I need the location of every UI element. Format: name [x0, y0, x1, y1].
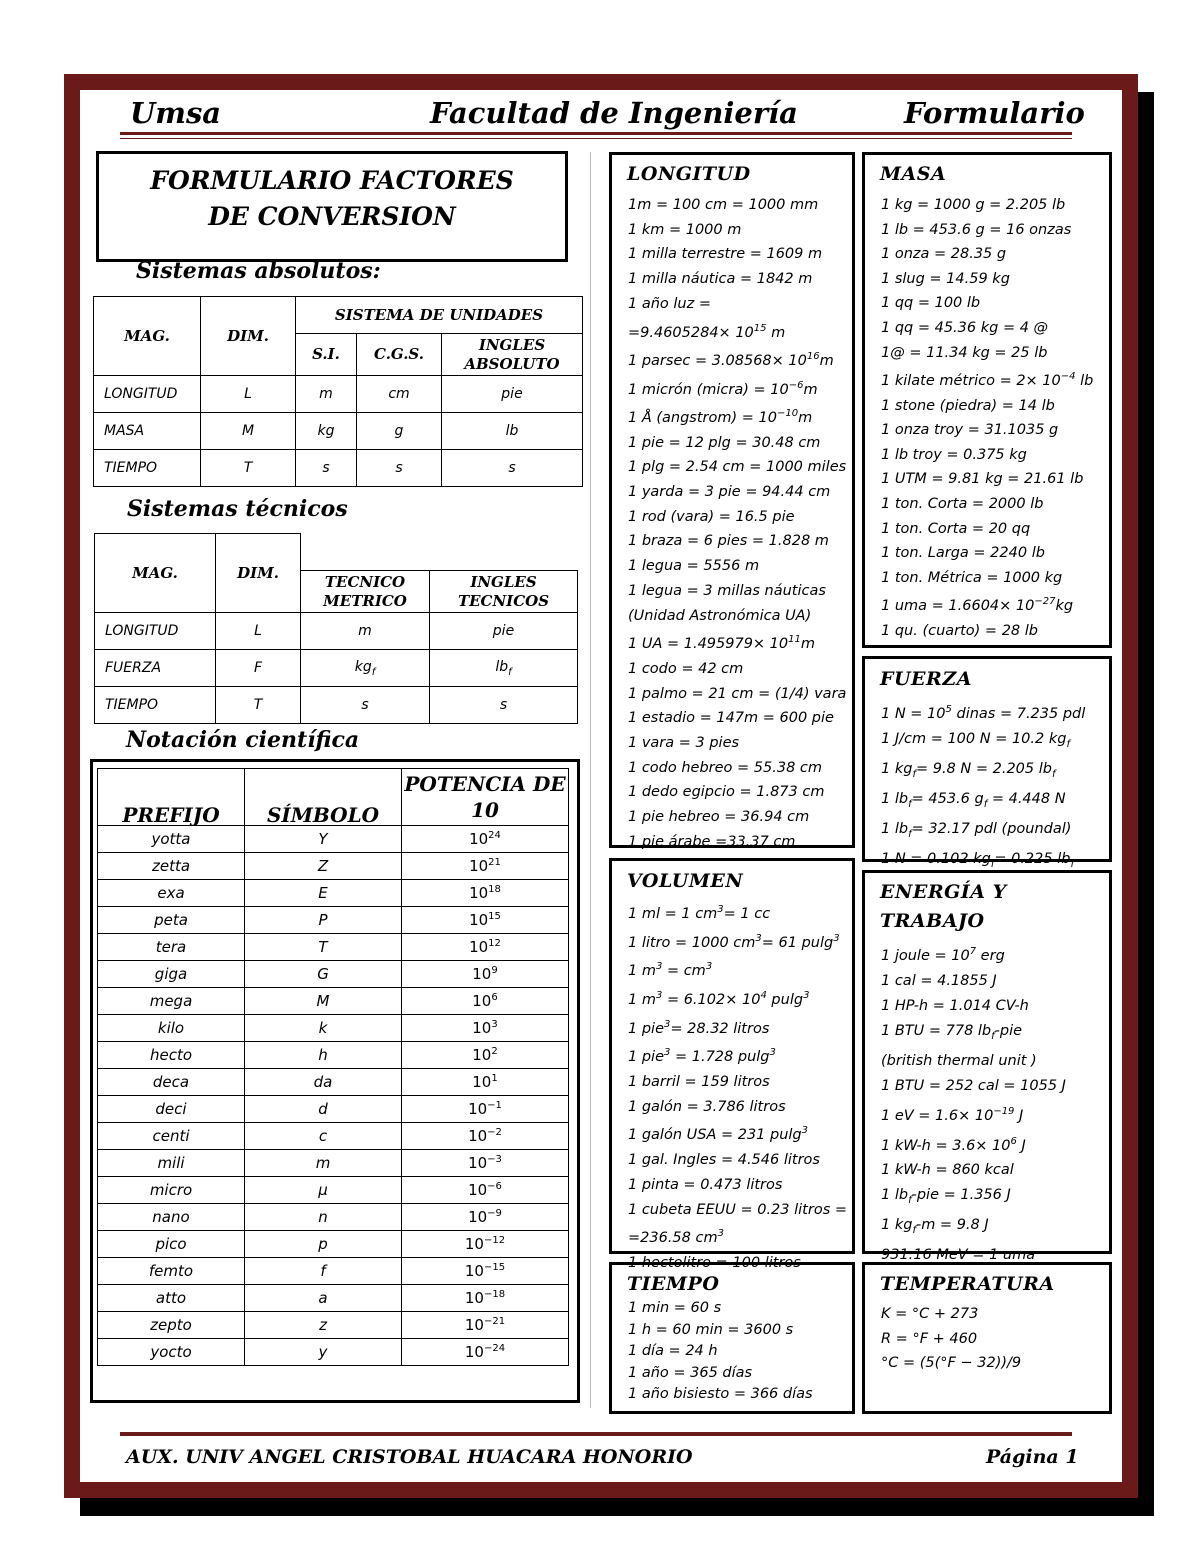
not-cell-potencia: $10^{-2}$ — [402, 1123, 569, 1150]
not-cell-potencia: $10^{-15}$ — [402, 1258, 569, 1285]
not-cell-potencia: $10^{-18}$ — [402, 1285, 569, 1312]
table-row — [98, 961, 569, 988]
footer-rule — [120, 1432, 1072, 1436]
temperatura-title: TEMPERATURA — [880, 1273, 1055, 1295]
not-cell-prefijo: deci — [98, 1096, 245, 1123]
fuerza-line: 1 $lb_f= 453.6$ $g_f = 4.448$ N — [881, 791, 1066, 811]
abs-cell-dim: L — [201, 376, 296, 413]
abs-cell-si: s — [296, 450, 357, 487]
not-cell-potencia: $10^{15}$ — [402, 907, 569, 934]
masa-line: 1 ton. Corta = 20 qq — [881, 520, 1031, 537]
table-row — [98, 1258, 569, 1285]
not-col-prefijo: PREFIJO — [98, 769, 245, 826]
header-rule — [120, 132, 1072, 135]
table-row — [94, 450, 583, 487]
not-cell-simbolo: P — [245, 907, 402, 934]
tec-cell-dim: F — [216, 650, 301, 687]
longitud-title: LONGITUD — [627, 163, 751, 185]
masa-line: 1 onza troy = 31.1035 g — [881, 422, 1059, 439]
volumen-line: =236.58 $cm^3$ — [628, 1228, 724, 1247]
longitud-line: 1 plg = 2.54 cm = 1000 miles — [628, 459, 847, 476]
energia-line: 1 BTU = 778 $lb_f$-pie — [881, 1022, 1023, 1042]
table-row — [98, 907, 569, 934]
energia-title-2: TRABAJO — [880, 910, 985, 932]
abs-col-si: S.I. — [296, 334, 357, 376]
energia-title-1: ENERGÍA Y — [880, 881, 1007, 903]
longitud-line: 1 codo hebreo = 55.38 cm — [628, 759, 823, 776]
energia-line: 1 $kg_f-m = 9.8$ J — [881, 1217, 989, 1237]
masa-line: 1 UTM = 9.81 kg = 21.61 lb — [881, 471, 1084, 488]
not-cell-simbolo: m — [245, 1150, 402, 1177]
longitud-line: 1 palmo = 21 cm = (1/4) vara — [628, 685, 847, 702]
table-row — [98, 1069, 569, 1096]
longitud-line: 1 legua = 3 millas náuticas — [628, 582, 826, 599]
longitud-line: (Unidad Astronómica UA) — [628, 607, 812, 624]
table-row — [98, 934, 569, 961]
not-cell-prefijo: yocto — [98, 1339, 245, 1366]
notacion-table — [97, 768, 569, 1366]
table-row — [98, 1231, 569, 1258]
longitud-line: 1 milla náutica = 1842 m — [628, 271, 813, 288]
not-cell-simbolo: n — [245, 1204, 402, 1231]
table-row — [98, 1285, 569, 1312]
header-center: Facultad de Ingeniería — [430, 96, 798, 130]
not-cell-prefijo: femto — [98, 1258, 245, 1285]
not-cell-prefijo: mili — [98, 1150, 245, 1177]
not-cell-simbolo: T — [245, 934, 402, 961]
masa-title: MASA — [880, 163, 947, 185]
not-cell-prefijo: tera — [98, 934, 245, 961]
tec-cell-tecnico: s — [301, 687, 430, 724]
abs-col-system: SISTEMA DE UNIDADES — [296, 297, 583, 334]
masa-line: 1 qq = 100 lb — [881, 295, 981, 312]
table-row — [98, 1204, 569, 1231]
not-cell-simbolo: z — [245, 1312, 402, 1339]
not-cell-simbolo: y — [245, 1339, 402, 1366]
masa-line: 1 qq = 45.36 kg = 4 @ — [881, 319, 1049, 336]
not-cell-simbolo: μ — [245, 1177, 402, 1204]
not-cell-prefijo: nano — [98, 1204, 245, 1231]
abs-cell-mag: TIEMPO — [94, 450, 201, 487]
abs-col-dim: DIM. — [201, 297, 296, 376]
temperatura-line: K = °C + 273 — [881, 1306, 979, 1322]
table-row — [95, 687, 578, 724]
not-cell-prefijo: deca — [98, 1069, 245, 1096]
not-cell-potencia: $10^{18}$ — [402, 880, 569, 907]
temperatura-line: °C = (5(°F − 32))/9 — [881, 1355, 1022, 1371]
table-row — [98, 988, 569, 1015]
document-title — [96, 151, 568, 262]
table-row — [98, 1339, 569, 1366]
longitud-line: 1 codo = 42 cm — [628, 660, 744, 677]
longitud-line: 1 yarda = 3 pie = 94.44 cm — [628, 484, 831, 501]
abs-cell-dim: T — [201, 450, 296, 487]
tiempo-line: 1 año = 365 días — [628, 1364, 753, 1381]
energia-line: 1 HP-h = 1.014 CV-h — [881, 997, 1029, 1014]
longitud-line: 1 legua = 5556 m — [628, 558, 760, 575]
abs-cell-cgs: g — [357, 413, 442, 450]
not-cell-potencia: $10^{21}$ — [402, 853, 569, 880]
fuerza-line: 1 $N = 10^5$ dinas = 7.235 pdl — [881, 704, 1086, 722]
not-cell-potencia: $10^1$ — [402, 1069, 569, 1096]
table-row — [98, 1015, 569, 1042]
tec-cell-mag: FUERZA — [95, 650, 216, 687]
masa-line: 1 ton. Métrica = 1000 kg — [881, 569, 1063, 586]
tec-cell-ingles: s — [430, 687, 578, 724]
tiempo-line: 1 min = 60 s — [628, 1300, 722, 1316]
longitud-line: 1 dedo egipcio = 1.873 cm — [628, 784, 825, 801]
volumen-line: 1 galón = 3.786 litros — [628, 1098, 786, 1115]
masa-line: 1 onza = 28.35 g — [881, 246, 1007, 263]
table-row — [98, 1042, 569, 1069]
tec-cell-tecnico: $kg_f$ — [301, 650, 430, 687]
not-cell-potencia: $10^{-3}$ — [402, 1150, 569, 1177]
not-cell-simbolo: f — [245, 1258, 402, 1285]
not-cell-prefijo: giga — [98, 961, 245, 988]
energia-line: 1 $lb_f$-pie = 1.356 J — [881, 1187, 1011, 1207]
volumen-line: 1 hectolitro = 100 litros — [628, 1254, 801, 1271]
longitud-line: 1 pie = 12 plg = 30.48 cm — [628, 434, 821, 451]
tiempo-line: 1 día = 24 h — [628, 1343, 718, 1359]
longitud-line: 1 año luz = — [628, 295, 711, 312]
not-cell-potencia: $10^{12}$ — [402, 934, 569, 961]
not-cell-simbolo: Z — [245, 853, 402, 880]
not-cell-simbolo: E — [245, 880, 402, 907]
tec-cell-mag: LONGITUD — [95, 613, 216, 650]
not-cell-simbolo: a — [245, 1285, 402, 1312]
fuerza-line: 1 J/cm = 100 N = 10.2 $kg_f$ — [881, 731, 1070, 750]
header-rule-thin — [120, 138, 1072, 139]
not-cell-prefijo: yotta — [98, 826, 245, 853]
not-cell-potencia: $10^{-6}$ — [402, 1177, 569, 1204]
abs-cell-cgs: cm — [357, 376, 442, 413]
tec-cell-tecnico: m — [301, 613, 430, 650]
not-cell-potencia: $10^3$ — [402, 1015, 569, 1042]
tec-col-mag: MAG. — [95, 534, 216, 613]
volumen-line: 1 litro = 1000 $cm^3= 61$ pulg$^3$ — [628, 932, 840, 951]
volumen-line: 1 cubeta EEUU = 0.23 litros = — [628, 1201, 848, 1218]
longitud-line: 1 milla terrestre = 1609 m — [628, 246, 823, 263]
abs-cell-dim: M — [201, 413, 296, 450]
longitud-line: 1 vara = 3 pies — [628, 734, 740, 751]
not-cell-prefijo: centi — [98, 1123, 245, 1150]
volumen-line: 1 $m^3 = cm^3$ — [628, 961, 713, 980]
volumen-line: 1 barril = 159 litros — [628, 1073, 770, 1090]
masa-line: 1 qu. (cuarto) = 28 lb — [881, 622, 1038, 639]
longitud-line: 1 Å (angstrom) = $10^{-10}m$ — [628, 408, 813, 426]
not-cell-simbolo: p — [245, 1231, 402, 1258]
energia-line: 1 eV = $1.6\times 10^{-19}$ J — [881, 1105, 1024, 1124]
not-cell-simbolo: M — [245, 988, 402, 1015]
table-row — [95, 613, 578, 650]
tecnicos-heading: Sistemas técnicos — [127, 496, 348, 522]
volumen-line: 1 ml = 1 $cm^3= 1$ cc — [628, 904, 771, 922]
volumen-line: 1 gal. Ingles = 4.546 litros — [628, 1151, 820, 1168]
notacion-heading: Notación científica — [126, 727, 360, 753]
not-col-potencia: POTENCIA DE 10 — [402, 769, 569, 826]
abs-cell-ingles: s — [442, 450, 583, 487]
not-cell-prefijo: pico — [98, 1231, 245, 1258]
masa-line: 1 uma = $1.6604\times 10^{-27}kg$ — [881, 596, 1074, 615]
tiempo-line: 1 h = 60 min = 3600 s — [628, 1321, 794, 1338]
not-cell-potencia: $10^6$ — [402, 988, 569, 1015]
header-left: Umsa — [130, 96, 222, 130]
table-row — [98, 1177, 569, 1204]
masa-line: 1 kg = 1000 g = 2.205 lb — [881, 197, 1066, 213]
masa-line: 1 lb = 453.6 g = 16 onzas — [881, 221, 1072, 238]
abs-col-mag: MAG. — [94, 297, 201, 376]
fuerza-title: FUERZA — [880, 668, 972, 690]
tec-col-tecnico: TECNICO METRICO — [301, 571, 430, 613]
energia-list — [881, 939, 1066, 1268]
not-cell-prefijo: exa — [98, 880, 245, 907]
footer-page: Página 1 — [986, 1446, 1079, 1468]
table-row — [98, 1096, 569, 1123]
longitud-line: 1 pie hebreo = 36.94 cm — [628, 809, 810, 826]
masa-line: 1 kilate métrico = $2\times 10^{-4}$ lb — [881, 371, 1094, 389]
abs-col-cgs: C.G.S. — [357, 334, 442, 376]
absolutos-table — [93, 296, 583, 487]
table-row — [98, 1150, 569, 1177]
tec-cell-ingles: pie — [430, 613, 578, 650]
tecnicos-table — [94, 533, 578, 724]
longitud-line: 1 rod (vara) = 16.5 pie — [628, 508, 795, 525]
volumen-line: 1 pie$^3$ = 1.728 pulg$^3$ — [628, 1047, 776, 1065]
footer-author: AUX. UNIV ANGEL CRISTOBAL HUACARA HONORIO — [126, 1446, 693, 1468]
volumen-list — [628, 898, 847, 1276]
longitud-line: 1 braza = 6 pies = 1.828 m — [628, 533, 829, 550]
table-row — [94, 376, 583, 413]
tiempo-title: TIEMPO — [627, 1273, 720, 1295]
not-cell-prefijo: peta — [98, 907, 245, 934]
not-cell-simbolo: Y — [245, 826, 402, 853]
tec-cell-dim: T — [216, 687, 301, 724]
masa-line: 1@ = 11.34 kg = 25 lb — [881, 344, 1048, 361]
not-cell-simbolo: k — [245, 1015, 402, 1042]
temperatura-list — [881, 1302, 1021, 1376]
header-right: Formulario — [904, 96, 1085, 130]
energia-line: 1 BTU = 252 cal = 1055 J — [881, 1077, 1066, 1094]
not-cell-prefijo: zetta — [98, 853, 245, 880]
abs-cell-si: kg — [296, 413, 357, 450]
longitud-line: 1 estadio = 147m = 600 pie — [628, 710, 834, 727]
title-line-2: DE CONVERSION — [208, 202, 456, 231]
not-cell-potencia: $10^{-1}$ — [402, 1096, 569, 1123]
abs-cell-mag: MASA — [94, 413, 201, 450]
abs-col-ingles: INGLES ABSOLUTO — [442, 334, 583, 376]
not-cell-simbolo: h — [245, 1042, 402, 1069]
masa-line: 1 stone (piedra) = 14 lb — [881, 397, 1055, 414]
not-cell-prefijo: micro — [98, 1177, 245, 1204]
not-cell-potencia: $10^2$ — [402, 1042, 569, 1069]
column-divider — [590, 152, 591, 1408]
fuerza-line: 1 N = 0.102 $kg_f= 0.225$ $lb_f$ — [881, 851, 1074, 871]
fuerza-line: 1 $kg_f= 9.8$ N = 2.205 $lb_f$ — [881, 761, 1056, 781]
longitud-line: 1m = 100 cm = 1000 mm — [628, 197, 819, 213]
not-cell-simbolo: c — [245, 1123, 402, 1150]
volumen-title: VOLUMEN — [627, 870, 744, 892]
not-cell-prefijo: hecto — [98, 1042, 245, 1069]
tec-col-ingles: INGLES TECNICOS — [430, 571, 578, 613]
longitud-line: $=9.4605284\times 10^{15}$ m — [628, 322, 786, 341]
volumen-line: 1 pinta = 0.473 litros — [628, 1176, 783, 1193]
energia-line: 1 $kW-h = 3.6\times 10^6$ J — [881, 1135, 1026, 1154]
not-cell-simbolo: da — [245, 1069, 402, 1096]
abs-cell-si: m — [296, 376, 357, 413]
table-row — [98, 880, 569, 907]
temperatura-line: R = °F + 460 — [881, 1330, 978, 1347]
title-line-1: FORMULARIO FACTORES — [150, 166, 514, 195]
masa-list — [881, 193, 1093, 643]
masa-line: 1 ton. Larga = 2240 lb — [881, 545, 1045, 562]
fuerza-list — [881, 697, 1085, 878]
masa-line: 1 slug = 14.59 kg — [881, 270, 1010, 287]
table-row — [95, 650, 578, 687]
tec-col-dim: DIM. — [216, 534, 301, 613]
not-cell-simbolo: d — [245, 1096, 402, 1123]
longitud-line: 1 $parsec = 3.08568\times 10^{16}m$ — [628, 351, 834, 369]
tiempo-line: 1 año bisiesto = 366 días — [628, 1386, 813, 1402]
not-cell-potencia: $10^{24}$ — [402, 826, 569, 853]
volumen-line: 1 galón USA = 231 pulg$^3$ — [628, 1125, 809, 1144]
volumen-line: 1 $m^3 = 6.102\times 10^4$ pulg$^3$ — [628, 989, 810, 1008]
longitud-line: 1 pie árabe =33.37 cm — [628, 833, 796, 850]
not-cell-prefijo: zepto — [98, 1312, 245, 1339]
not-cell-potencia: $10^{-21}$ — [402, 1312, 569, 1339]
energia-line: 1 kW-h = 860 kcal — [881, 1162, 1014, 1179]
energia-line: (british thermal unit ) — [881, 1052, 1037, 1069]
table-row — [98, 1312, 569, 1339]
table-row — [98, 1123, 569, 1150]
fuerza-line: 1 $lb_f= 32.17$ pdl (poundal) — [881, 821, 1072, 841]
masa-line: 1 lb troy = 0.375 kg — [881, 446, 1027, 463]
not-cell-potencia: $10^{-9}$ — [402, 1204, 569, 1231]
abs-cell-ingles: pie — [442, 376, 583, 413]
tiempo-list — [628, 1298, 813, 1406]
not-cell-prefijo: kilo — [98, 1015, 245, 1042]
tec-cell-dim: L — [216, 613, 301, 650]
energia-line: 931.16 MeV = 1 uma — [881, 1247, 1036, 1264]
not-cell-prefijo: mega — [98, 988, 245, 1015]
tec-cell-mag: TIEMPO — [95, 687, 216, 724]
tec-cell-ingles: $lb_f$ — [430, 650, 578, 687]
not-cell-simbolo: G — [245, 961, 402, 988]
abs-cell-ingles: lb — [442, 413, 583, 450]
table-row — [98, 826, 569, 853]
abs-cell-cgs: s — [357, 450, 442, 487]
table-row — [94, 413, 583, 450]
not-col-simbolo: SÍMBOLO — [245, 769, 402, 826]
absolutos-heading: Sistemas absolutos: — [136, 258, 381, 284]
longitud-line: 1 micrón (micra) = $10^{-6}m$ — [628, 379, 818, 398]
energia-line: 1 cal = 4.1855 J — [881, 972, 997, 989]
not-cell-prefijo: atto — [98, 1285, 245, 1312]
not-cell-potencia: $10^{-24}$ — [402, 1339, 569, 1366]
volumen-line: 1 pie$^3$= 28.32 litros — [628, 1018, 770, 1037]
masa-line: 1 ton. Corta = 2000 lb — [881, 495, 1044, 512]
not-cell-potencia: $10^{-12}$ — [402, 1231, 569, 1258]
energia-line: 1 joule = $10^7$ erg — [881, 946, 1005, 964]
longitud-line: 1 km = 1000 m — [628, 221, 742, 238]
longitud-list — [628, 193, 846, 854]
abs-cell-mag: LONGITUD — [94, 376, 201, 413]
not-cell-potencia: $10^9$ — [402, 961, 569, 988]
longitud-line: 1 UA = $1.495979\times 10^{11}m$ — [628, 634, 815, 653]
table-row — [98, 853, 569, 880]
